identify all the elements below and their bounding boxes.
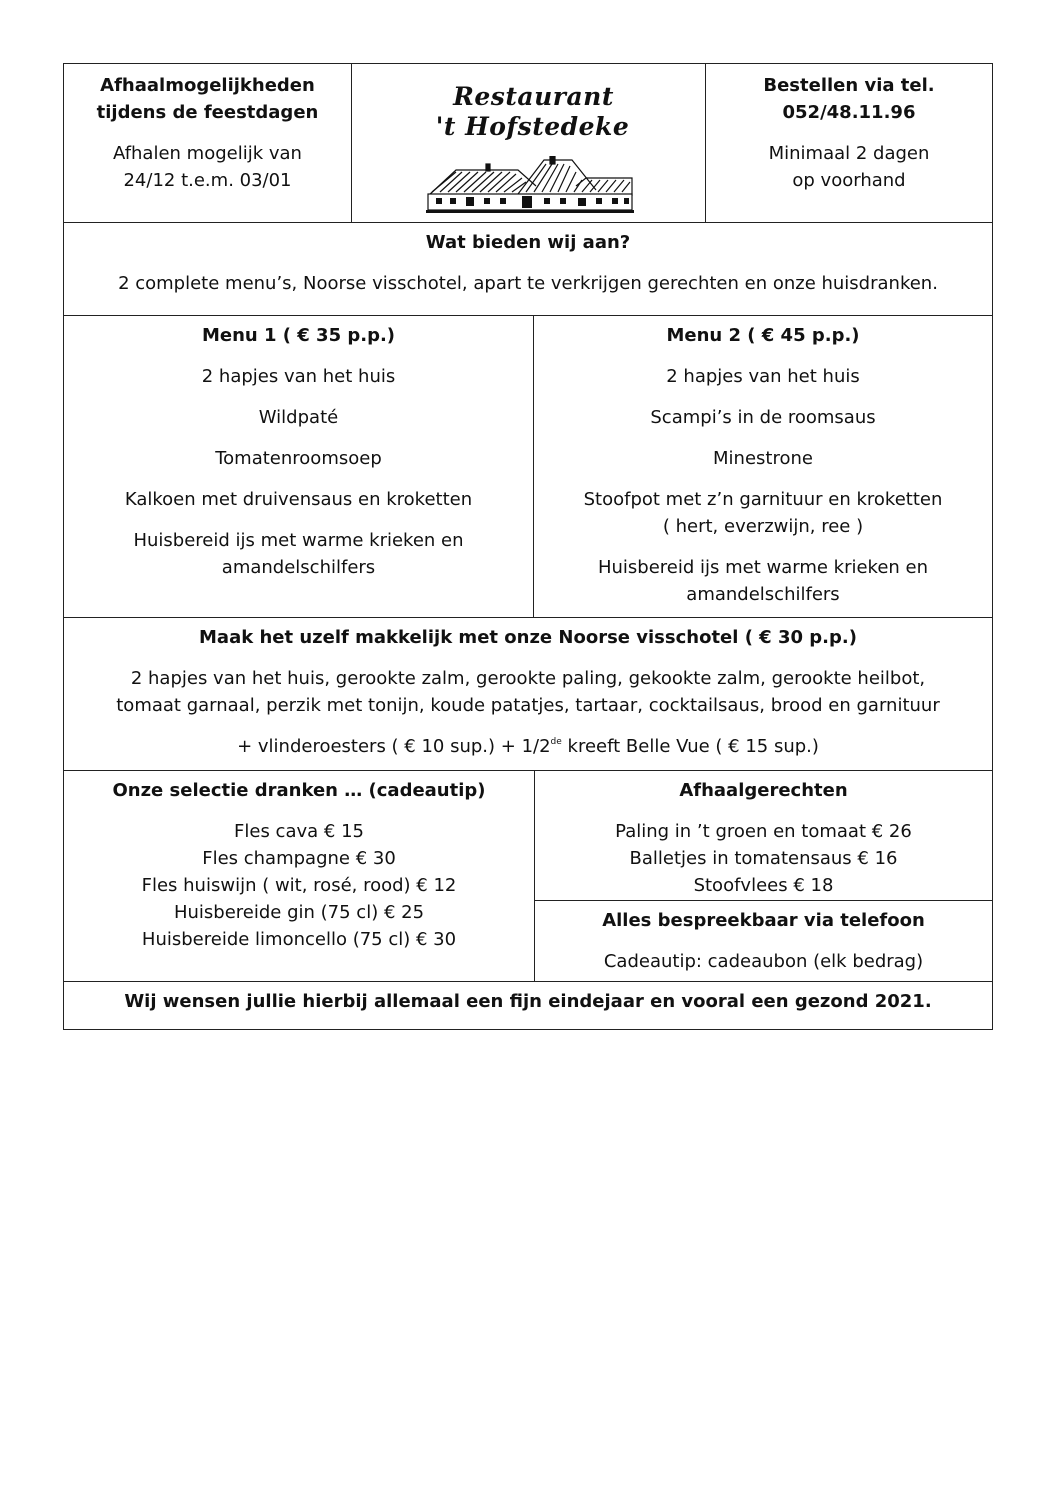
order-phone: 052/48.11.96	[782, 102, 916, 123]
menu-1-title: Menu 1 ( € 35 p.p.)	[201, 325, 396, 346]
offer-text: 2 complete menu’s, Noorse visschotel, apart te verkrijgen gerechten en onze huisdranken.	[118, 273, 938, 294]
restaurant-logo	[352, 64, 706, 222]
takeaway-title: Afhaalgerechten	[679, 780, 848, 801]
drink-item: Huisbereide limoncello (75 cl) € 30	[141, 929, 457, 950]
supplement-suffix: kreeft Belle Vue ( € 15 sup.)	[561, 736, 819, 757]
order-text-2: op voorhand	[792, 170, 906, 191]
takeaway-item: Balletjes in tomatensaus € 16	[629, 848, 898, 869]
menu-item: Huisbereid ijs met warme krieken en	[597, 557, 929, 578]
visschotel-cell	[64, 624, 992, 770]
offer-row	[64, 223, 992, 316]
order-text-1: Minimaal 2 dagen	[768, 143, 930, 164]
bespreek-text: Cadeautip: cadeaubon (elk bedrag)	[603, 951, 924, 972]
footer-cell	[64, 988, 992, 1029]
takeaway-item: Paling in ’t groen en tomaat € 26	[615, 821, 912, 842]
order-title-1: Bestellen via tel.	[763, 75, 935, 96]
header-row	[64, 64, 992, 223]
menu-sheet	[63, 63, 993, 1030]
menu-item: ( hert, everzwijn, ree )	[662, 516, 864, 537]
drink-item: Fles champagne € 30	[202, 848, 396, 869]
visschotel-supplements	[64, 733, 992, 760]
visschotel-row	[64, 618, 992, 771]
menu-item: amandelschilfers	[686, 584, 840, 605]
drink-item: Fles cava € 15	[234, 821, 364, 842]
takeaway-cell	[535, 771, 992, 901]
menu-2	[534, 316, 992, 617]
menu-item: 2 hapjes van het huis	[201, 366, 396, 387]
drink-item: Huisbereide gin (75 cl) € 25	[173, 902, 425, 923]
logo-line-1: Restaurant	[453, 82, 614, 111]
drinks-cell	[64, 771, 535, 981]
supplement-sup: de	[550, 737, 562, 747]
footer-row	[64, 982, 992, 1029]
drinks-title: Onze selectie dranken … (cadeautip)	[112, 780, 486, 801]
bespreek-cell	[535, 901, 992, 981]
menu-item: Kalkoen met druivensaus en kroketten	[124, 489, 473, 510]
pickup-text-1: Afhalen mogelijk van	[113, 143, 302, 164]
supplement-prefix: + vlinderoesters ( € 10 sup.) + 1/2	[237, 736, 551, 757]
menus-row	[64, 316, 992, 618]
right-column	[535, 771, 992, 981]
order-info	[706, 64, 992, 222]
menu-item: Wildpaté	[258, 407, 339, 428]
pickup-title-1: Afhaalmogelijkheden	[100, 75, 315, 96]
menu-item: Scampi’s in de roomsaus	[650, 407, 876, 428]
menu-item: amandelschilfers	[221, 557, 376, 578]
visschotel-line: tomaat garnaal, perzik met tonijn, koude patatjes, tartaar, cocktailsaus, brood en garnituur	[116, 695, 940, 716]
farmhouse-drawing-icon	[426, 156, 634, 214]
drink-item: Fles huiswijn ( wit, rosé, rood) € 12	[141, 875, 457, 896]
logo-line-2: 't Hofstedeke	[435, 112, 630, 141]
logo-text	[352, 82, 705, 142]
footer-text: Wij wensen jullie hierbij allemaal een fijn eindejaar en vooral een gezond 2021.	[124, 991, 932, 1012]
drinks-row	[64, 771, 992, 982]
takeaway-item: Stoofvlees € 18	[693, 875, 834, 896]
menu-item: 2 hapjes van het huis	[666, 366, 860, 387]
visschotel-line: 2 hapjes van het huis, gerookte zalm, gerookte paling, gekookte zalm, gerookte heilbot,	[130, 668, 926, 689]
bespreek-title: Alles bespreekbaar via telefoon	[602, 910, 925, 931]
menu-item: Huisbereid ijs met warme krieken en	[133, 530, 464, 551]
menu-2-title: Menu 2 ( € 45 p.p.)	[666, 325, 860, 346]
visschotel-items	[64, 665, 992, 719]
menu-1	[64, 316, 534, 617]
pickup-title-2: tijdens de feestdagen	[96, 102, 319, 123]
offer-title: Wat bieden wij aan?	[425, 232, 631, 253]
menu-item: Stoofpot met z’n garnituur en kroketten	[583, 489, 943, 510]
menu-item: Minestrone	[713, 448, 813, 469]
offer-cell	[64, 229, 992, 315]
menu-item: Tomatenroomsoep	[215, 448, 382, 469]
pickup-text-2: 24/12 t.e.m. 03/01	[123, 170, 292, 191]
visschotel-title: Maak het uzelf makkelijk met onze Noorse visschotel ( € 30 p.p.)	[199, 627, 857, 648]
pickup-info	[64, 64, 352, 222]
